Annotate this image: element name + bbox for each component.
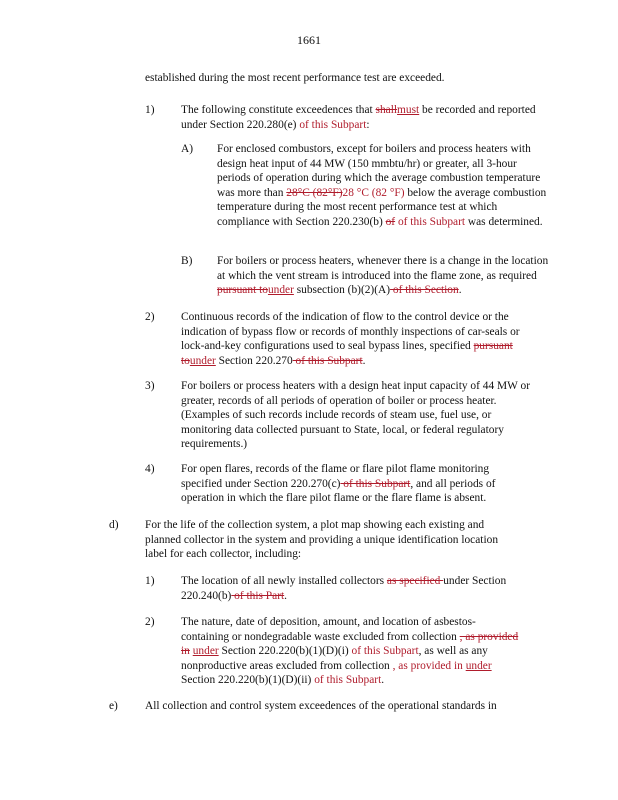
item-1a-text: For enclosed combustors, except for boilers and process heaters with design heat input of 44 MW (150 mmbtu/hr) or greater, all 3-hour periods of operation during which the average combustion temperature was more than 28°C (82°F)28 °C (82 °F) below the average combustion temperature during the most recent performance test at which compliance with Section 220.230(b) of of this Subpart was determined. bbox=[217, 143, 547, 228]
deleted-text: of this Subpart bbox=[340, 477, 411, 490]
inserted-text: of this Subpart bbox=[314, 674, 382, 687]
inserted-text: , as provided in bbox=[392, 659, 466, 672]
inserted-text: of this Subpart bbox=[299, 118, 367, 131]
deleted-text: of this Part bbox=[231, 589, 285, 602]
item-1b-label: B) bbox=[181, 255, 193, 267]
page-number: 1661 bbox=[297, 33, 321, 47]
deleted-text: of this Subpart bbox=[292, 354, 363, 367]
item-d1-text: The location of all newly installed collectors as specified under Section 220.240(b) of this Part. bbox=[181, 575, 507, 602]
deleted-text: pursuant to bbox=[181, 340, 513, 367]
item-2-label: 2) bbox=[145, 311, 155, 323]
inserted-text: must bbox=[397, 104, 420, 116]
deleted-text: of bbox=[385, 215, 396, 228]
inserted-text: under bbox=[267, 284, 294, 297]
inserted-text: under bbox=[465, 659, 492, 672]
deleted-text: as specified bbox=[386, 575, 444, 587]
deleted-text: pursuant to bbox=[217, 284, 268, 297]
inserted-text: under bbox=[192, 645, 219, 658]
item-4-label: 4) bbox=[145, 463, 155, 475]
item-d2-label: 2) bbox=[145, 616, 155, 628]
item-1-text: The following constitute exceedences that shallmust be recorded and reported under Section 220.280(e) of this Subpart: bbox=[181, 104, 536, 131]
item-3-label: 3) bbox=[145, 380, 155, 392]
inserted-text: 28 °C (82 °F) bbox=[342, 186, 405, 199]
item-d2-text: The nature, date of deposition, amount, and location of asbestos-containing or nondegradable waste excluded from collection , as provided in under Section 220.220(b)(1)(D)(i) of this Subpart, as well as any nonproductive areas excluded from collection , as provided in under Section 220.220(b)(1)(D)(ii) of this Subpart. bbox=[181, 616, 519, 687]
inserted-text: of this Subpart bbox=[351, 645, 419, 658]
deleted-text: , as provided in bbox=[181, 630, 519, 658]
inserted-text: under bbox=[189, 354, 216, 367]
item-e-label: e) bbox=[109, 700, 118, 712]
item-1b-text: For boilers or process heaters, whenever there is a change in the location at which the vent stream is introduced into the flame zone, as required pursuant tounder subsection (b)(2)(A) of this Section. bbox=[217, 255, 549, 297]
item-1a-label: A) bbox=[181, 143, 194, 155]
item-e-text: All collection and control system exceedences of the operational standards in bbox=[145, 700, 497, 712]
deleted-text: of this Section bbox=[390, 284, 459, 297]
deleted-text: 28°C (82°F) bbox=[286, 186, 343, 199]
item-d-label: d) bbox=[109, 519, 119, 531]
item-d-text: For the life of the collection system, a plot map showing each existing and planned collector in the system and providing a unique identification location label for each collector, including: bbox=[145, 519, 499, 561]
item-d1-label: 1) bbox=[145, 575, 155, 587]
inserted-text: of this Subpart bbox=[397, 215, 466, 228]
deleted-text: shall bbox=[375, 104, 398, 116]
item-4-text: For open flares, records of the flame or flare pilot flame monitoring specified under Section 220.270(c) of this Subpart, and all periods of operation in which the flare pilot flame or the flare flame is absent. bbox=[181, 463, 496, 505]
intro-line: established during the most recent performance test are exceeded. bbox=[145, 72, 445, 84]
item-1-label: 1) bbox=[145, 104, 155, 116]
item-3-text: For boilers or process heaters with a design heat input capacity of 44 MW or greater, records of all periods of operation of boiler or process heater. (Examples of such records include records of steam use, fuel use, or monitoring data collected pursuant to State, local, or federal regulatory requirements.) bbox=[181, 380, 531, 451]
item-2-text: Continuous records of the indication of flow to the control device or the indication of bypass flow or records of monthly inspections of car-seals or lock-and-key configurations used to seal bypass lines, specified pursuant tounder Section 220.270 of this Subpart. bbox=[181, 311, 520, 367]
